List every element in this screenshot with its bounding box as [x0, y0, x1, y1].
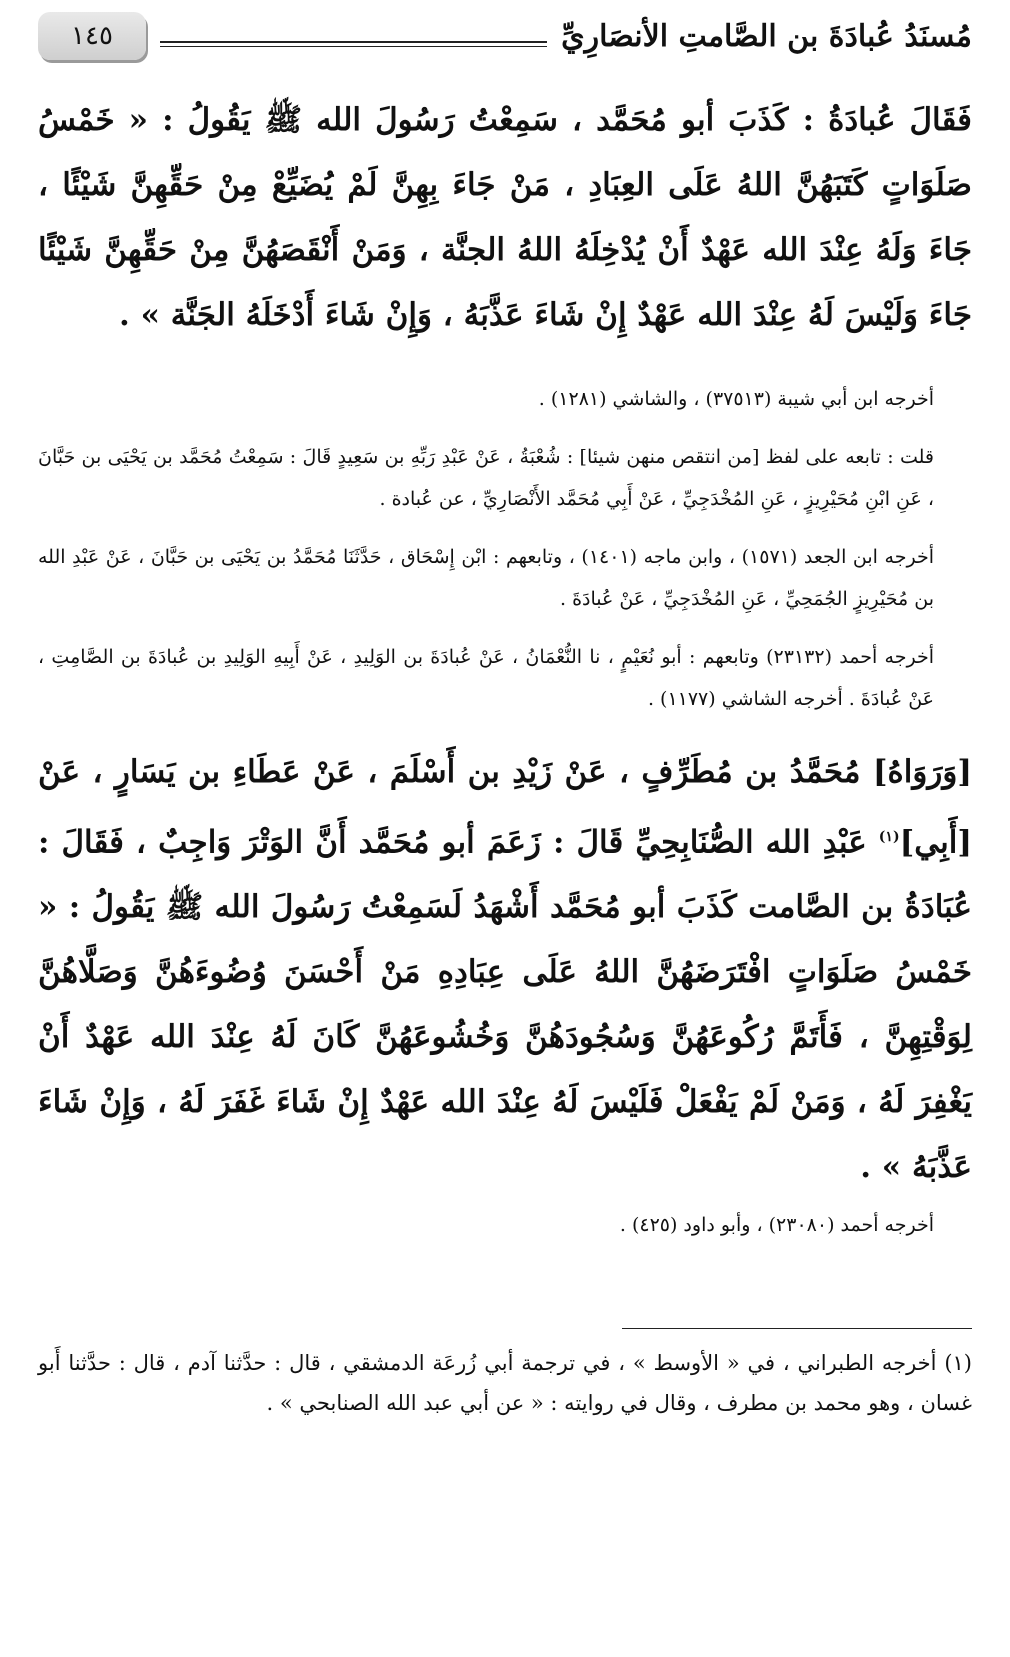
footnotes-section: [38, 1328, 972, 1423]
hadith-text-2: [38, 740, 972, 1200]
page-header: [38, 6, 972, 66]
hadith-2-part-b: عَبْدِ الله الصُّنَابِحِيِّ قَالَ : زَعَمَ أبو مُحَمَّد أَنَّ الوَتْرَ وَاجِبٌ ، فَقَالَ : عُبَادَةُ بن الصَّامت كَذَبَ أبو مُحَمَّد أَشْهَدُ لَسَمِعْتُ رَسُولَ الله ﷺ يَقُولُ : « خَمْسُ صَلَوَاتٍ افْتَرَضَهُنَّ اللهُ عَلَى عِبَادِهِ مَنْ أَحْسَنَ وُضُوءَهُنَّ وَصَلَّاهُنَّ لِوَقْتِهِنَّ ، فَأَتَمَّ رُكُوعَهُنَّ وَسُجُودَهُنَّ وَخُشُوعَهُنَّ كَانَ لَهُ عِنْدَ الله عَهْدٌ أَنْ يَغْفِرَ لَهُ ، وَمَنْ لَمْ يَفْعَلْ فَلَيْسَ لَهُ عِنْدَ الله عَهْدٌ إِنْ شَاءَ غَفَرَ لَهُ ، وَإِنْ شَاءَ عَذَّبَهُ » .: [38, 824, 972, 1186]
footnote-1: (١) أخرجه الطبراني ، في « الأوسط » ، في ترجمة أبي زُرعَة الدمشقي ، قال : حدَّثنا آدم ، قال : حدَّثنا أَبو غسان ، وهو محمد بن مطرف ، وقال في روايته : « عن أبي عبد الله الصنابحي » .: [38, 1351, 972, 1415]
header-rule: [160, 41, 547, 43]
footnote-divider: [622, 1328, 972, 1329]
takhrij-note-2: قلت : تابعه على لفظ [من انتقص منهن شيئا] : شُعْبَةُ ، عَنْ عَبْدِ رَبِّهِ بن سَعِيدٍ قَالَ : سَمِعْتُ مُحَمَّد بن يَحْيَى بن حَبَّانَ ، عَنِ ابْنِ مُحَيْرِيزٍ ، عَنِ المُخْدَجِيِّ ، عَنْ أَبِي مُحَمَّد الأَنْصَارِيِّ ، عن عُبادة .: [38, 446, 934, 510]
page-body: [38, 88, 972, 1246]
takhrij-note-5: أخرجه أحمد (٢٣٠٨٠) ، وأبو داود (٤٢٥) .: [619, 1214, 934, 1237]
takhrij-note-1: أخرجه ابن أبي شيبة (٣٧٥١٣) ، والشاشي (١٢٨١) .: [538, 388, 934, 410]
hadith-2-part-a: [وَرَوَاهُ] مُحَمَّدُ بن مُطَرِّفٍ ، عَنْ زَيْدِ بن أَسْلَمَ ، عَنْ عَطَاءِ بن يَسَارٍ ، عَنْ [أَبِي]: [38, 754, 972, 861]
takhrij-note-3: أخرجه ابن الجعد (١٥٧١) ، وابن ماجه (١٤٠١) ، وتابعهم : ابْن إِسْحَاق ، حَدَّثَنَا مُحَمَّدُ بن يَحْيَى بن حَبَّانَ ، عَنْ عَبْدِ الله بن مُحَيْرِيزٍ الجُمَحِيِّ ، عَنِ المُخْدَجِيِّ ، عَنْ عُبادَةَ .: [38, 546, 934, 610]
footnote-ref-1[interactable]: (١): [878, 829, 900, 845]
hadith-text-1: فَقَالَ عُبادَةُ : كَذَبَ أبو مُحَمَّد ، سَمِعْتُ رَسُولَ الله ﷺ يَقُولُ : « خَمْسُ صَلَوَاتٍ كَتَبَهُنَّ اللهُ عَلَى العِبَادِ ، مَنْ جَاءَ بِهِنَّ لَمْ يُضَيِّعْ مِنْ حَقِّهِنَّ شَيْئًا ، جَاءَ وَلَهُ عِنْدَ الله عَهْدٌ أَنْ يُدْخِلَهُ اللهُ الجنَّة ، وَمَنْ أَنْقَصَهُنَّ مِنْ حَقِّهِنَّ شَيْئًا جَاءَ وَلَيْسَ لَهُ عِنْدَ الله عَهْدٌ إِنْ شَاءَ عَذَّبَهُ ، وَإِنْ شَاءَ أَدْخَلَهُ الجَنَّة » .: [38, 102, 972, 333]
takhrij-note-4: أخرجه أحمد (٢٣١٣٢) وتابعهم : أبو نُعَيْمٍ ، نا النُّعْمَانُ ، عَنْ عُبادَةَ بن الوَلِيدِ ، عَنْ أَبِيهِ الوَلِيدِ بن عُبادَةَ بن الصَّامِتِ ، عَنْ عُبادَةَ . أخرجه الشاشي (١١٧٧) .: [38, 646, 934, 710]
running-title: مُسنَدُ عُبادَةَ بن الصَّامتِ الأنصَارِيِّ: [561, 18, 972, 54]
page-number-badge: ١٤٥: [38, 12, 146, 60]
